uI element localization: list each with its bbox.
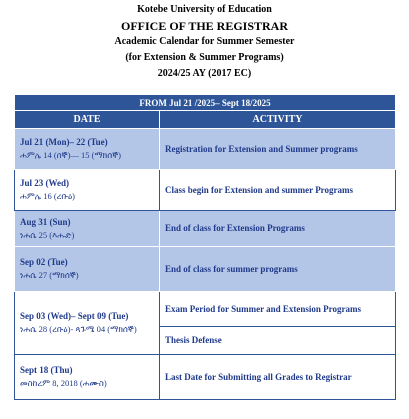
date-cell [15,129,160,170]
activity-cell [160,170,396,211]
ethiopian-date: ነሐሴ 27 (ማክሰኞ) [20,270,79,280]
activity-cell [160,292,396,327]
date-cell [15,211,160,247]
academic-calendar-table [14,94,396,400]
academic-year: 2024/25 AY (2017 EC) [157,68,252,79]
activity-cell [160,211,396,247]
date-cell [15,355,160,400]
gregorian-date: Sep 03 (Wed)– Sept 09 (Tue) [20,311,129,321]
university-name: Kotebe University of Education [137,4,272,15]
ethiopian-date: ሐምሌ 16 (ረቡዕ) [20,191,76,201]
table-row [15,292,396,327]
activity-text: Thesis Defense [165,335,222,345]
activity-text: Exam Period for Summer and Extension Programs [165,303,361,314]
gregorian-date: Jul 21 (Mon)– 22 (Tue) [20,137,108,147]
ethiopian-date: ሐምሌ 14 (ሰኞ)— 15 (ማክሰኞ) [20,150,121,160]
activity-text: Class begin for Extension and summer Programs [165,184,354,195]
activity-text: Registration for Extension and Summer programs [165,143,358,154]
table-row [15,170,396,211]
table-row [15,211,396,247]
date-cell [15,292,160,355]
table-row [15,247,396,292]
activity-column-header: ACTIVITY [160,111,396,129]
activity-text: End of class for summer programs [165,263,298,274]
column-header-row [15,111,396,129]
period-heading: FROM Jul 21 /2025– Sept 18/2025 [15,95,396,111]
office-title: OFFICE OF THE REGISTRAR [120,19,289,33]
period-row [15,95,396,111]
document-header [0,2,409,82]
table-row [15,355,396,400]
gregorian-date: Aug 31 (Sun) [20,216,71,227]
activity-text: Last Date for Submitting all Grades to Registrar [165,371,352,382]
calendar-title: Academic Calendar for Summer Semester [114,36,295,47]
date-column-header: DATE [15,111,160,129]
table-row [15,129,396,170]
program-note: (for Extension & Summer Programs) [125,52,284,63]
ethiopian-date: ነሐሴ 25 (እሑድ) [20,229,75,240]
ethiopian-date: ነሐሴ 28 (ረቡዕ)- ጳጉሜ 04 (ማክሰኞ) [20,324,137,334]
ethiopian-date: መስከረም 8, 2018 (ሐሙስ) [20,378,107,388]
activity-cell [160,355,396,400]
gregorian-date: Sept 18 (Thu) [20,365,73,375]
date-cell [15,247,160,292]
date-cell [15,170,160,211]
activity-cell [160,327,396,355]
activity-cell [160,129,396,170]
gregorian-date: Sep 02 (Tue) [20,257,68,267]
activity-text: End of class for Extension Programs [165,223,305,233]
gregorian-date: Jul 23 (Wed) [20,178,70,188]
activity-cell [160,247,396,292]
